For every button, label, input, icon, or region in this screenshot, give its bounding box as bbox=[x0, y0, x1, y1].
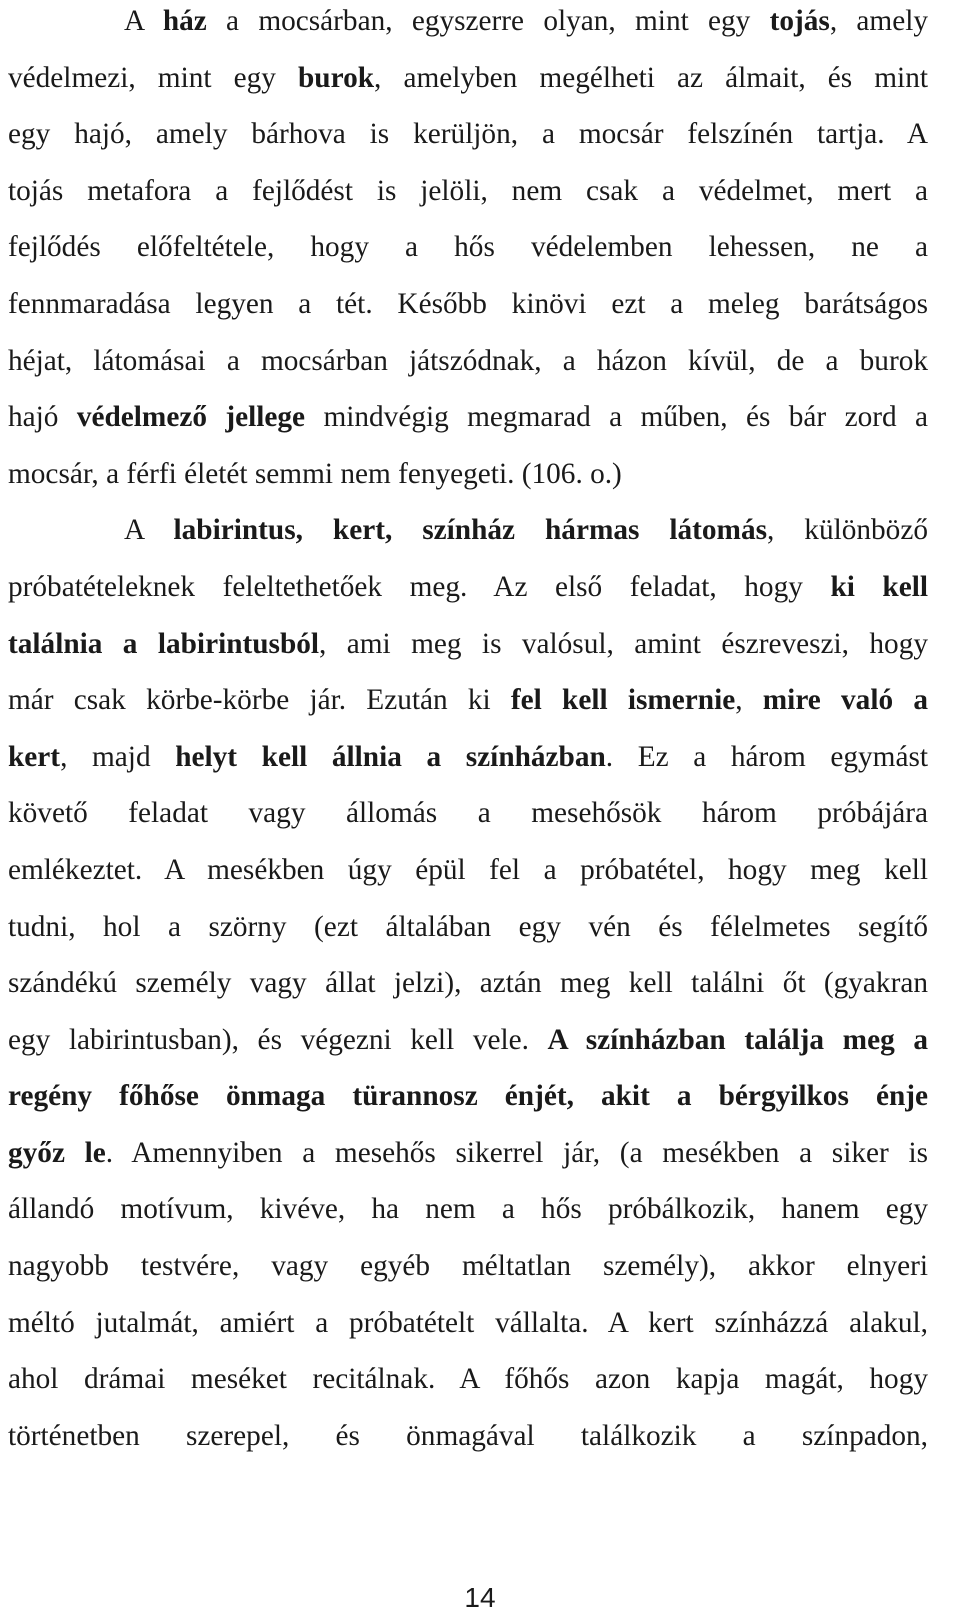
text-line bbox=[8, 616, 928, 673]
text-run: követő feladat vagy állomás a mesehősök három próbájára bbox=[8, 797, 928, 830]
text-run: a mocsárban, egyszerre olyan, mint egy bbox=[206, 5, 770, 37]
text-run: héjat, látomásai a mocsárban játszódnak, a házon kívül, de a burok bbox=[8, 344, 928, 377]
text-run: tudni, hol a szörny (ezt általában egy vén és félelmetes segítő bbox=[8, 910, 928, 943]
text-line bbox=[8, 389, 928, 446]
text-run: ahol drámai meséket recitálnak. A főhős azon kapja magát, hogy bbox=[8, 1363, 928, 1396]
text-run: egy labirintusban), és végezni kell vele. bbox=[8, 1023, 548, 1056]
bold-text: védelmező jellege bbox=[76, 401, 306, 434]
text-line bbox=[8, 1012, 928, 1069]
bold-text: helyt kell állnia a színházban bbox=[175, 740, 606, 773]
text-line bbox=[8, 502, 928, 559]
text-line bbox=[8, 955, 928, 1012]
bold-text: ház bbox=[162, 5, 207, 37]
text-run: történetben szerepel, és önmagával találkozik a színpadon, bbox=[8, 1419, 928, 1452]
bold-text: győz le bbox=[8, 1136, 106, 1169]
text-line bbox=[8, 1181, 928, 1238]
text-line bbox=[8, 1408, 928, 1465]
text-run: . Ez a három egymást bbox=[605, 740, 928, 773]
text-line bbox=[8, 163, 928, 220]
text-run: tojás metafora a fejlődést is jelöli, nem csak a védelmet, mert a bbox=[8, 174, 928, 207]
text-run: mindvégig megmarad a műben, és bár zord a bbox=[305, 401, 929, 434]
text-run: hajó bbox=[8, 401, 77, 434]
text-run: méltó jutalmát, amiért a próbatételt vállalta. A kert színházzá alakul, bbox=[8, 1306, 928, 1339]
text-line bbox=[8, 1068, 928, 1125]
bold-text: A színházban találja meg a bbox=[547, 1023, 928, 1056]
bold-text: ki kell bbox=[830, 570, 928, 603]
text-line bbox=[8, 729, 928, 786]
text-run: védelmezi, mint egy bbox=[8, 61, 299, 94]
text-run: , ami meg is valósul, amint észreveszi, hogy bbox=[319, 627, 928, 660]
text-line bbox=[8, 333, 928, 390]
text-run: , különböző bbox=[767, 514, 928, 547]
text-run: nagyobb testvére, vagy egyéb méltatlan személy), akkor elnyeri bbox=[8, 1250, 928, 1283]
text-line bbox=[8, 899, 928, 956]
bold-text: mire való a bbox=[762, 684, 928, 717]
bold-text: fel kell ismernie bbox=[510, 684, 736, 717]
page-number: 14 bbox=[464, 1582, 496, 1613]
text-run: mocsár, a férfi életét semmi nem fenyegeti. (106. o.) bbox=[8, 457, 622, 490]
text-run: A bbox=[124, 5, 163, 37]
bold-text: labirintus, kert, színház hármas látomás bbox=[173, 514, 768, 547]
text-line bbox=[8, 106, 928, 163]
text-run: fennmaradása legyen a tét. Később kinövi ezt a meleg barátságos bbox=[8, 287, 928, 320]
text-line bbox=[8, 1238, 928, 1295]
text-line bbox=[8, 276, 928, 333]
text-run: , amelyben megélheti az álmait, és mint bbox=[374, 61, 928, 94]
text-run: . Amennyiben a mesehős sikerrel jár, (a mesékben a siker is bbox=[105, 1136, 928, 1169]
text-run: , bbox=[735, 684, 763, 717]
bold-text: burok bbox=[298, 61, 375, 94]
text-run: fejlődés előfeltétele, hogy a hős védelemben lehessen, ne a bbox=[8, 231, 928, 264]
text-line bbox=[8, 446, 928, 503]
text-run: próbatételeknek feleltethetőek meg. Az első feladat, hogy bbox=[8, 570, 831, 603]
bold-text: regény főhőse önmaga türannosz énjét, akit a bérgyilkos énje bbox=[8, 1080, 928, 1113]
bold-text: találnia a labirintusból bbox=[8, 627, 320, 660]
text-run: már csak körbe-körbe jár. Ezután ki bbox=[8, 684, 511, 717]
text-run: egy hajó, amely bárhova is kerüljön, a mocsár felszínén tartja. A bbox=[8, 118, 928, 151]
text-run: állandó motívum, kivéve, ha nem a hős próbálkozik, hanem egy bbox=[8, 1193, 928, 1226]
text-line bbox=[8, 1125, 928, 1182]
text-run: szándékú személy vagy állat jelzi), aztán meg kell találni őt (gyakran bbox=[8, 967, 928, 1000]
text-line bbox=[8, 842, 928, 899]
bold-text: tojás bbox=[769, 5, 830, 37]
text-run: emlékeztet. A mesékben úgy épül fel a próbatétel, hogy meg kell bbox=[8, 853, 928, 886]
text-line bbox=[8, 1351, 928, 1408]
text-run: , majd bbox=[60, 740, 176, 773]
body-text bbox=[8, 0, 928, 1464]
text-line bbox=[8, 785, 928, 842]
bold-text: kert bbox=[8, 740, 61, 773]
text-line bbox=[8, 672, 928, 729]
text-line bbox=[8, 559, 928, 616]
text-run: A bbox=[124, 514, 174, 547]
text-line bbox=[8, 50, 928, 107]
text-line bbox=[8, 0, 928, 50]
text-line bbox=[8, 219, 928, 276]
text-run: , amely bbox=[829, 5, 928, 37]
text-line bbox=[8, 1295, 928, 1352]
